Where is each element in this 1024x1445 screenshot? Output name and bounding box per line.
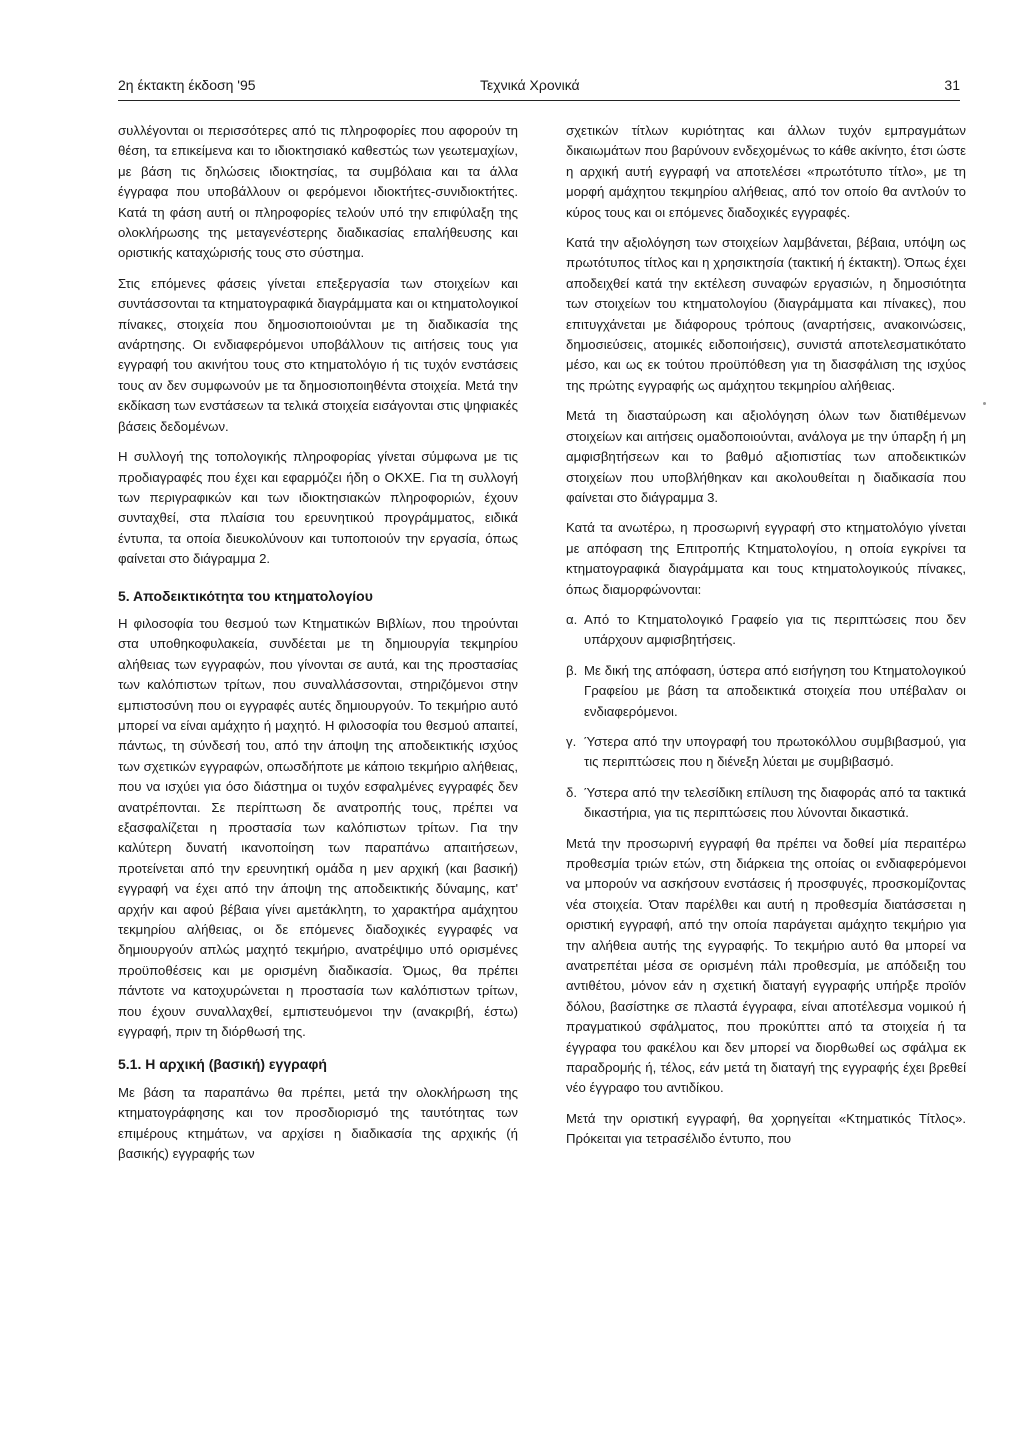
list-text: Ύστερα από την τελεσίδικη επίλυση της διαφοράς από τα τακτικά δικαστήρια, για τις περιπτώσεις που λύνονται δικαστικά. bbox=[584, 784, 966, 821]
page-number: 31 bbox=[944, 77, 960, 93]
page-header bbox=[118, 74, 960, 101]
list-item bbox=[566, 732, 966, 773]
list-item bbox=[566, 661, 966, 722]
list-label: α. bbox=[566, 611, 578, 627]
section-heading: 5. Αποδεικτικότητα του κτηματολογίου bbox=[118, 587, 373, 604]
paragraph: Η συλλογή της τοπολογικής πληροφορίας γίνεται σύμφωνα με τις προδιαγραφές που έχει και εφαρμόζει ήδη ο ΟΚΧΕ. Για τη συλλογή των περιγραφικών και των ιδιοκτησιακών πληροφοριών, έχουν συνταχθεί, στα πλαίσια του ερευνητικού προγράμματος, ειδικά έντυπα, τα οποία διευκολύνουν και τυποποιούν την εργασία, όπως φαίνεται στο διάγραμμα 2. bbox=[118, 449, 518, 567]
paragraph: Μετά την προσωρινή εγγραφή θα πρέπει να δοθεί μία περαιτέρω προθεσμία τριών ετών, στη διάρκεια της οποίας οι ενδιαφερόμενοι να μπορούν να ασκήσουν ενστάσεις ή προσφυγές, προσκομίζοντας νέα στοιχεία. Όταν παρέλθει και αυτή η προθεσμία διατάσσεται η οριστική εγγραφή, από την οποία παράγεται αμάχητο τεκμήριο για την αλήθεια αυτής της εγγραφής. Το τεκμήριο αυτό θα μπορεί να ανατρεπέται μέσα σε ορισμένη πάλι προθεσμία, με απόδειξη του αντιθέτου, μόνον εάν η σχετική διαταγή εγγραφής υπήρξε προϊόν δόλου, βασίστηκε σε πλαστά έγγραφα, είναι αποτέλεσμα νομικού ή πραγματικού σφάλματος, που προκύπτει από τα στοιχεία ή τα έγγραφα του φακέλου και δεν μπορεί να διορθωθεί ως σφάλμα εκ παραδρομής ή, τέλος, εάν μετά τη διαταγή της εγγραφής έχει βρεθεί νέο έγγραφο του αντιδίκου. bbox=[566, 835, 966, 1096]
paragraph: Κατά τα ανωτέρω, η προσωρινή εγγραφή στο κτηματολόγιο γίνεται με απόφαση της Επιτροπής Κτηματολογίου, η οποία εγκρίνει τα κτηματογραφικά διαγράμματα και τους κτηματολογικούς πίνακες, όπως διαμορφώνονται: bbox=[566, 520, 966, 597]
paragraph: σχετικών τίτλων κυριότητας και άλλων τυχόν εμπραγμάτων δικαιωμάτων που βαρύνουν ενδεχομένως το κάθε ακίνητο, έτσι ώστε η αρχική αυτή εγγραφή να αποτελέσει «πρωτότυπο τίτλο», με τη μορφή αμάχητου τεκμηρίου αλήθειας, από τον οποίο θα αντλούν το κύρος τους και οι επόμενες διαδοχικές εγγραφές. bbox=[566, 123, 966, 220]
paragraph: Κατά την αξιολόγηση των στοιχείων λαμβάνεται, βέβαια, υπόψη ως πρωτότυπος τίτλος και η χρησικτησία (τακτική ή έκτακτη). Όπως έχει αποδειχθεί κατά την εκτέλεση συναφών εργασιών, η δημοσιότητα των στοιχείων του κτηματολογίου (διαγράμματα και πίνακες), που επιτυγχάνεται με διάφορους τρόπους (αναρτήσεις, ανακοινώσεις, δημοσιεύσεις, ατομικές ειδοποιήσεις), συνιστά αποτελεσματικότατο μέσο, και ως εκ τούτου προϋπόθεση για τη διασφάλιση της ισχύος της πρώτης εγγραφής ως αμάχητου τεκμηρίου αλήθειας. bbox=[566, 235, 966, 393]
issue-label: 2η έκτακτη έκδοση '95 bbox=[118, 77, 256, 93]
right-column bbox=[566, 121, 966, 1160]
list-text: Από το Κτηματολογικό Γραφείο για τις περιπτώσεις που δεν υπάρχουν αμφισβητήσεις. bbox=[584, 611, 966, 648]
list-item bbox=[566, 783, 966, 824]
left-column bbox=[118, 121, 518, 1175]
list-label: γ. bbox=[566, 733, 577, 749]
subsection-heading: 5.1. Η αρχική (βασική) εγγραφή bbox=[118, 1056, 327, 1073]
paragraph: Η φιλοσοφία του θεσμού των Κτηματικών Βιβλίων, που τηρούνται στα υποθηκοφυλακεία, συνδέεται με τη δημιουργία τεκμηρίου αλήθειας των εγγραφών, που γίνονται σε αυτά, και της προστασίας των καλόπιστων τρίτων, που συναλλάσσονται, στηριζόμενοι στην εμπιστοσύνη που οι εγγραφές αυτές δημιουργούν. Το τεκμήριο αυτό μπορεί να είναι αμάχητο ή μαχητό. Η φιλοσοφία του θεσμού απαιτεί, πάντως, τη σύνδεσή του, από την άποψη της αποδεικτικής ισχύος των σχετικών εγγραφών, οπωσδήποτε με κάποιο τεκμήριο αλήθειας, που να ισχύει για όσο διάστημα οι τυχόν εσφαλμένες εγγραφές δεν ανατρέπονται. Σε περίπτωση δε ανατροπής τους, πρέπει να εξασφαλίζεται η προστασία των καλόπιστων τρίτων. Για την καλύτερη δυνατή ικανοποίηση των παραπάνω απαιτήσεων, προτείνεται από την ερευνητική ομάδα η μεν αρχική (και βασική) εγγραφή να έχει από την άποψη της αποδεικτικής δύναμης, κατ' αρχήν και αφού βέβαια γίνει αμετάκλητη, το χαρακτήρα αμάχητου τεκμηρίου αλήθειας, οι δε επόμενες διαδοχικές εγγραφές να δημιουργούν απλώς μαχητό τεκμήριο, ανατρέψιμο υπό ορισμένες προϋποθέσεις και με ορισμένη διαδικασία. Όμως, θα πρέπει πάντοτε να κατοχυρώνεται η προστασία των καλόπιστων τρίτων, που έχουν συναλλαχθεί, εμπιστευόμενοι την (ανακριβή, έστω) εγγραφή, πριν τη διόρθωσή της. bbox=[118, 615, 518, 1040]
journal-title: Τεχνικά Χρονικά bbox=[480, 77, 580, 93]
list-text: Ύστερα από την υπογραφή του πρωτοκόλλου συμβιβασμού, για τις περιπτώσεις που η διένεξη λύεται με συμβιβασμό. bbox=[584, 733, 966, 770]
paragraph: Μετά τη διασταύρωση και αξιολόγηση όλων των διατιθέμενων στοιχείων και αιτήσεις ομαδοποιούνται, ανάλογα με την ύπαρξη ή μη αμφισβητήσεων και το βαθμό αξιοπιστίας των αποδεικτικών στοιχείων που υποβλήθηκαν και ακολουθείται η διαδικασία που φαίνεται στο διάγραμμα 3. bbox=[566, 408, 966, 505]
paragraph: Στις επόμενες φάσεις γίνεται επεξεργασία των στοιχείων και συντάσσονται τα κτηματογραφικά διαγράμματα και οι κτηματολογικοί πίνακες, στοιχεία που δημοσιοποιούνται με τη διαδικασία της ανάρτησης. Οι ενδιαφερόμενοι υποβάλλουν τις αιτήσεις τους για εγγραφή του ακινήτου τους στο κτηματολόγιο ή τις τυχόν ενστάσεις τους αν δεν συμφωνούν με τα δημοσιοποιηθέντα στοιχεία. Μετά την εκδίκαση των ενστάσεων τα τελικά στοιχεία εισάγονται στις ψηφιακές βάσεις δεδομένων. bbox=[118, 275, 518, 434]
list-label: β. bbox=[566, 662, 578, 678]
list-text: Με δική της απόφαση, ύστερα από εισήγηση του Κτηματολογικού Γραφείου με βάση τα αποδεικτικά στοιχεία που υπέβαλαν οι ενδιαφερόμενοι. bbox=[584, 662, 966, 719]
paragraph: Μετά την οριστική εγγραφή, θα χορηγείται «Κτηματικός Τίτλος». Πρόκειται για τετρασέλιδο έντυπο, που bbox=[566, 1110, 966, 1147]
scan-speck bbox=[983, 402, 986, 405]
paragraph: συλλέγονται οι περισσότερες από τις πληροφορίες που αφορούν τη θέση, τα επικείμενα και το ιδιοκτησιακό καθεστώς των γεωτεμαχίων, με βάση τις δηλώσεις ιδιοκτησίας, τα συμβόλαια και τα άλλα έγγραφα που υποβάλλουν οι φερόμενοι ιδιοκτήτες-συνιδιοκτήτες. Κατά τη φάση αυτή οι πληροφορίες τελούν υπό την επιφύλαξη της ολοκλήρωσης της μεταγενέστερης διαδικασίας επαλήθευσης και οριστικής καταχώρισής τους στο σύστημα. bbox=[118, 123, 518, 261]
paragraph: Με βάση τα παραπάνω θα πρέπει, μετά την ολοκλήρωση της κτηματογράφησης και τον προσδιορισμό της ταυτότητας των επιμέρους κτημάτων, να αρχίσει η διαδικασία της αρχικής (ή βασικής) εγγραφής των bbox=[118, 1084, 518, 1162]
list-item bbox=[566, 610, 966, 651]
list-label: δ. bbox=[566, 784, 578, 800]
